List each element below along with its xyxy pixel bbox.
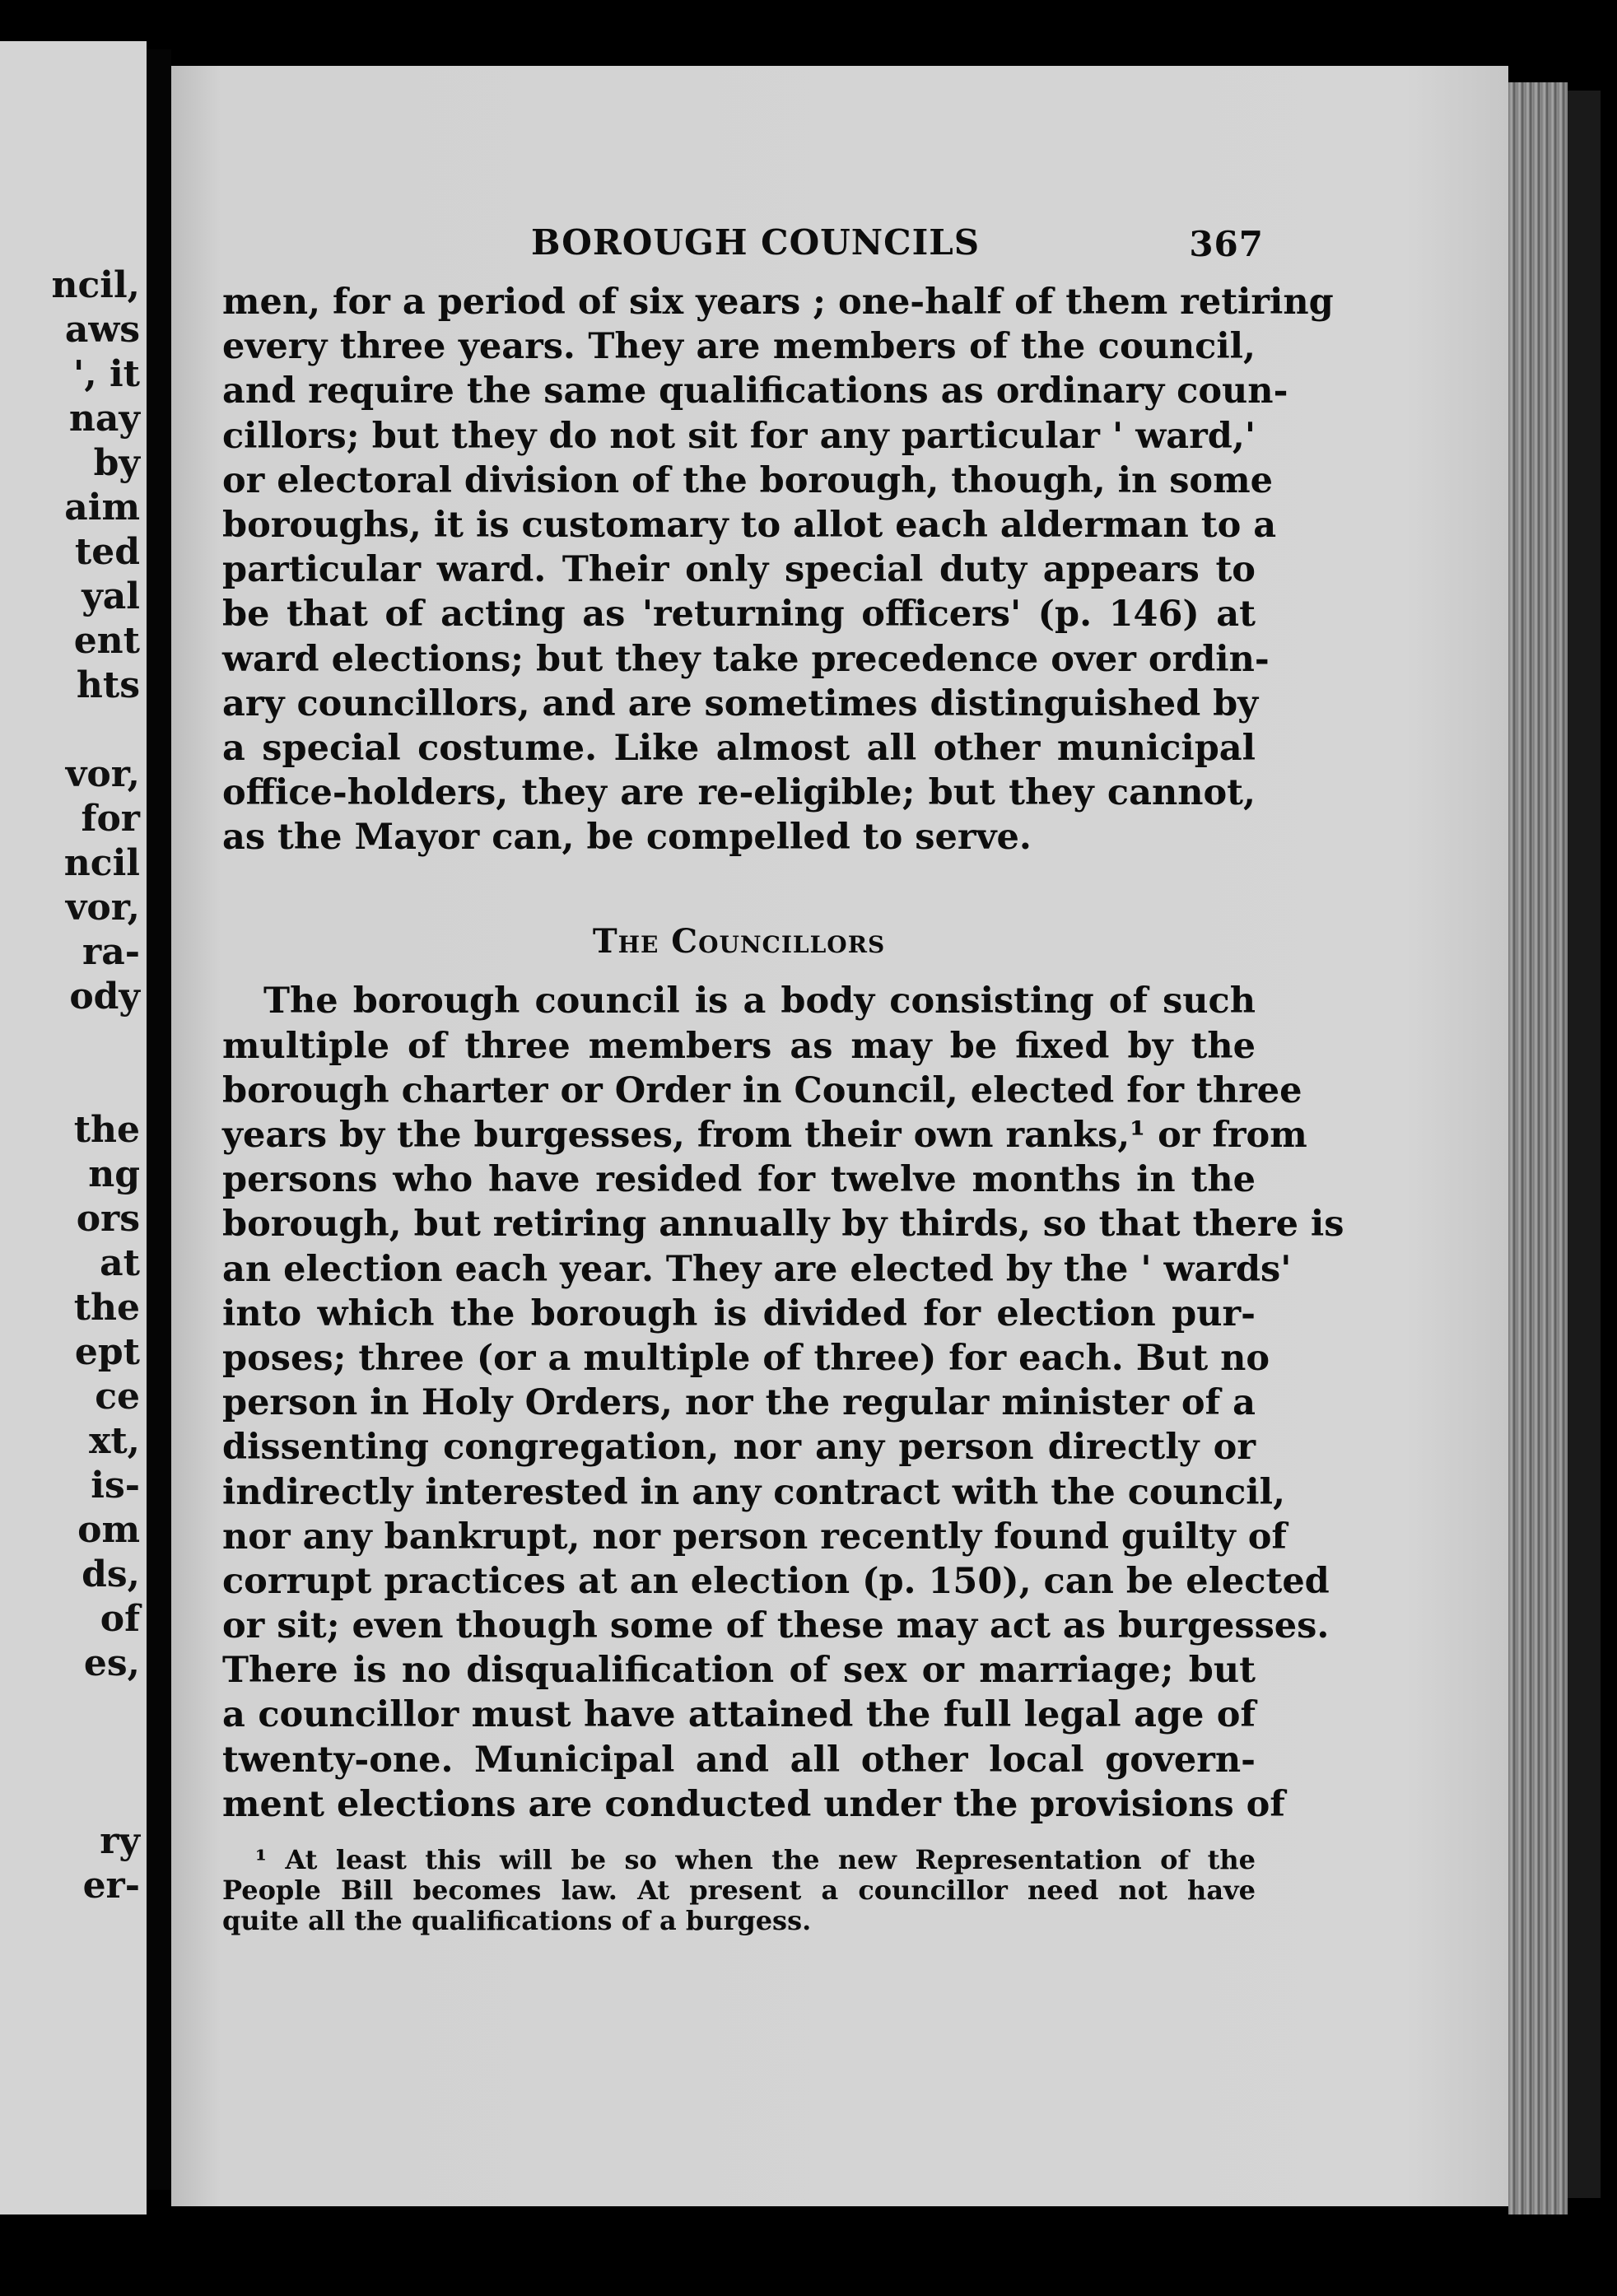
footnote: [222, 1845, 1256, 1936]
text-line: The borough council is a body consisting of such: [263, 980, 1256, 1022]
footnote-line: ¹ At least this will be so when the new Representation of the: [255, 1844, 1256, 1875]
left-page-fragment: [51, 1019, 140, 1064]
text-line: as the Mayor can, be compelled to serve.: [222, 817, 1032, 859]
text-line: cillors; but they do not sit for any particular ' ward,': [222, 415, 1256, 457]
text-line: multiple of three members as may be fixed by the: [222, 1025, 1256, 1067]
left-page-fragment: for: [81, 798, 140, 840]
left-page-fragment: aws: [64, 309, 140, 351]
left-page-fragment: ors: [76, 1198, 140, 1240]
left-page-fragment: ng: [88, 1153, 140, 1195]
left-page-fragment: ncil: [63, 842, 140, 884]
text-line: particular ward. Their only special duty appears to: [222, 549, 1256, 591]
book-gutter: [147, 49, 171, 2190]
text-line: be that of acting as 'returning officers' (p. 146) at: [222, 594, 1256, 636]
page-edge-shadow: [1568, 91, 1601, 2198]
left-page-fragment: ent: [73, 620, 140, 662]
text-line: dissenting congregation, nor any person directly or: [222, 1427, 1256, 1469]
text-line: office-holders, they are re-eligible; but they cannot,: [222, 772, 1256, 814]
left-facing-page: [0, 41, 147, 2214]
left-page-fragment: [51, 708, 140, 752]
left-page-fragment: aim: [64, 487, 140, 529]
text-line: borough charter or Order in Council, elected for three: [222, 1069, 1302, 1111]
text-line: or electoral division of the borough, though, in some: [222, 459, 1273, 501]
text-line: indirectly interested in any contract with the council,: [222, 1471, 1285, 1513]
left-page-fragment: yal: [82, 575, 140, 617]
left-page-fragment: ', it: [72, 353, 140, 395]
left-page-fragment: the: [73, 1109, 140, 1151]
left-page-fragment: [51, 1064, 140, 1108]
text-line: and require the same qualifications as ordinary coun-: [222, 370, 1288, 412]
text-line: persons who have resided for twelve months in the: [222, 1159, 1256, 1201]
page-number: 367: [1189, 224, 1264, 264]
left-page-fragment: by: [93, 442, 140, 484]
text-line: an election each year. They are elected by the ' wards': [222, 1248, 1292, 1290]
running-head-title: BOROUGH COUNCILS: [531, 222, 981, 263]
left-page-fragment: ra-: [82, 931, 140, 973]
text-line: twenty-one. Municipal and all other local govern-: [222, 1739, 1256, 1781]
left-page-fragment: ry: [100, 1820, 140, 1862]
text-line: poses; three (or a multiple of three) for each. But no: [222, 1337, 1270, 1379]
text-line: or sit; even though some of these may act as burgesses.: [222, 1605, 1330, 1647]
text-line: borough, but retiring annually by thirds, so that there is: [222, 1204, 1344, 1246]
text-line: ward elections; but they take precedence over ordin-: [222, 638, 1270, 680]
footnote-line: quite all the qualifications of a burgess.: [222, 1905, 812, 1936]
left-page-fragment: [51, 1686, 140, 1730]
left-page-fragment: ds,: [82, 1553, 140, 1595]
left-page-fragment: vor,: [65, 753, 140, 795]
text-line: a special costume. Like almost all other municipal: [222, 727, 1256, 769]
left-page-fragment: vor,: [65, 887, 140, 929]
text-line: years by the burgesses, from their own ranks,¹ or from: [222, 1115, 1307, 1156]
left-page-fragment: nay: [68, 398, 140, 440]
paragraph-aldermen: [222, 280, 1334, 859]
left-page-fragment: er-: [82, 1865, 140, 1907]
left-page-fragment: ted: [74, 531, 140, 573]
left-page-fragment: ce: [95, 1376, 140, 1418]
left-page-fragment: hts: [76, 664, 140, 706]
text-line: corrupt practices at an election (p. 150), can be elected: [222, 1560, 1330, 1602]
left-page-fragment: of: [100, 1598, 140, 1640]
text-line: There is no disqualification of sex or marriage; but: [222, 1650, 1256, 1692]
left-page-fragment: es,: [83, 1642, 140, 1684]
text-line: a councillor must have attained the full legal age of: [222, 1694, 1256, 1736]
text-line: person in Holy Orders, nor the regular minister of a: [222, 1382, 1256, 1424]
text-line: boroughs, it is customary to allot each alderman to a: [222, 504, 1277, 546]
text-line: into which the borough is divided for election pur-: [222, 1292, 1256, 1334]
left-page-fragment: ncil,: [51, 264, 140, 306]
left-page-fragment: ody: [69, 976, 140, 1018]
left-page-fragment: the: [73, 1287, 140, 1329]
paragraph-councillors: [222, 979, 1344, 1827]
text-line: every three years. They are members of the council,: [222, 326, 1256, 368]
text-line: men, for a period of six years ; one-half of them retiring: [222, 282, 1334, 323]
text-line: ment elections are conducted under the provisions of: [222, 1783, 1285, 1825]
page-edge-stack: [1508, 82, 1568, 2214]
left-page-fragment: at: [100, 1242, 140, 1284]
section-heading: The Councillors: [592, 922, 886, 962]
page-text-block: [222, 222, 1344, 1936]
left-page-fragment: is-: [91, 1465, 140, 1507]
left-page-fragment: [51, 1775, 140, 1819]
text-line: ary councillors, and are sometimes distinguished by: [222, 682, 1259, 724]
running-head: [222, 222, 1264, 280]
text-line: nor any bankrupt, nor person recently found guilty of: [222, 1516, 1287, 1558]
left-page-fragment: om: [77, 1509, 140, 1551]
left-page-fragment: [51, 1730, 140, 1775]
left-page-fragment: xt,: [89, 1420, 140, 1462]
left-page-fragment: ept: [74, 1331, 140, 1373]
left-page-text-fragments: [51, 263, 140, 1908]
footnote-line: People Bill becomes law. At present a councillor need not have: [222, 1875, 1256, 1906]
